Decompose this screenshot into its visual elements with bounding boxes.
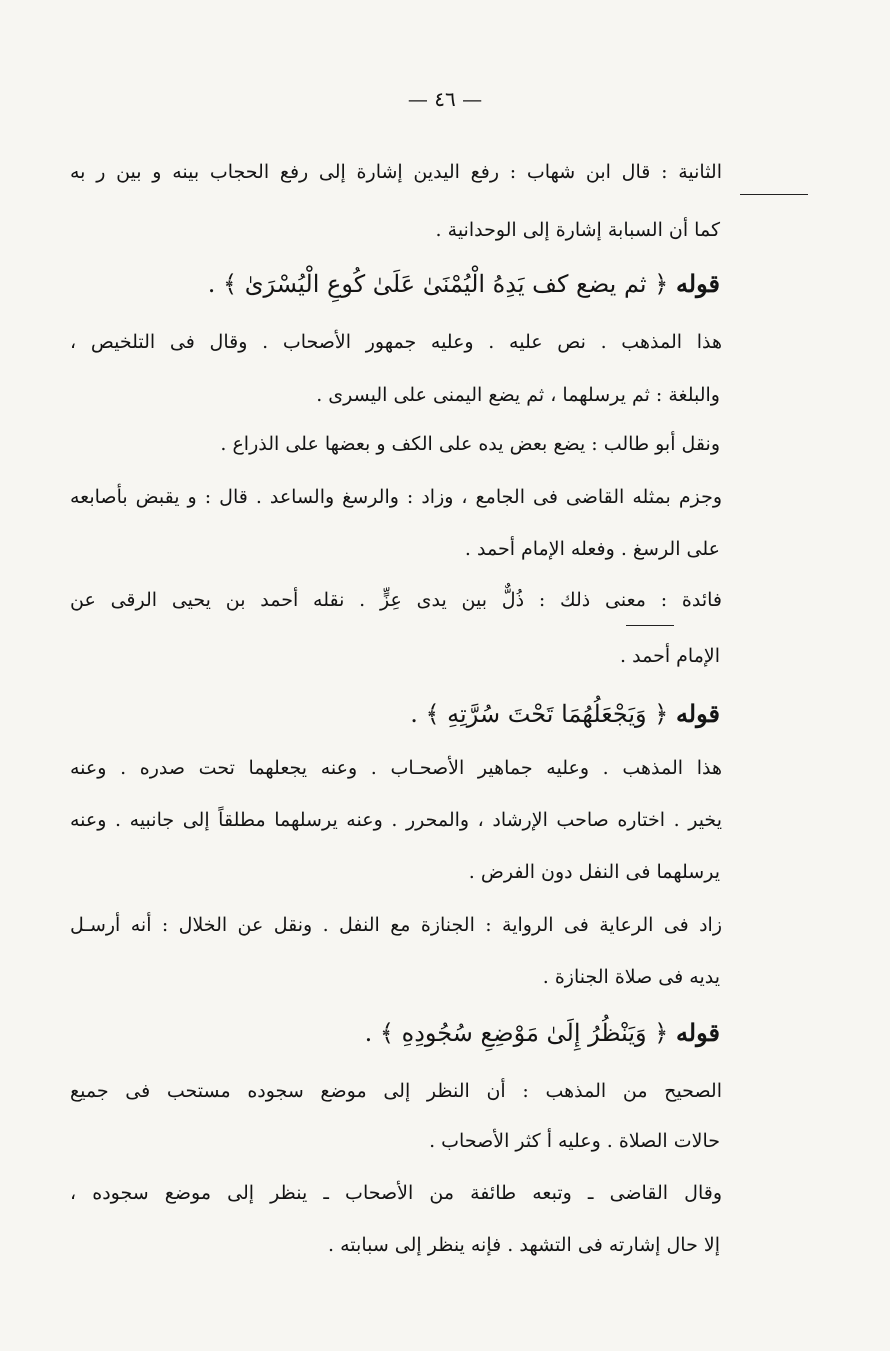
heading-quote: ﴿ وَيَنْظُرُ إِلَىٰ مَوْضِعِ سُجُودِهِ ﴾ .: [364, 1019, 669, 1047]
text-line: يخير . اختاره صاحب الإرشاد ، والمحرر . وعنه يرسلهما مطلقاً إلى جانبيه . وعنه: [70, 809, 722, 831]
term-underline: [740, 194, 808, 195]
text-line: كما أن السبابة إشارة إلى الوحدانية .: [435, 219, 720, 241]
quote-heading: [70, 1015, 720, 1051]
quote-heading: [70, 266, 720, 302]
text-line: هذا المذهب . وعليه جماهير الأصحـاب . وعنه يجعلهما تحت صدره . وعنه: [70, 757, 722, 779]
text-line: يديه فى صلاة الجنازة .: [542, 966, 720, 988]
text-line: وجزم بمثله القاضى فى الجامع ، وزاد : والرسغ والساعد . قال : و يقبض بأصابعه: [70, 486, 722, 508]
text-line: وقال القاضى ـ وتبعه طائفة من الأصحاب ـ ينظر إلى موضع سجوده ،: [70, 1182, 722, 1204]
text-line: إلا حال إشارته فى التشهد . فإنه ينظر إلى سبابته .: [328, 1234, 720, 1256]
text-line: على الرسغ . وفعله الإمام أحمد .: [464, 538, 720, 560]
heading-label: قوله: [675, 1018, 720, 1047]
text-line: ونقل أبو طالب : يضع بعض يده على الكف و بعضها على الذراع .: [220, 433, 720, 455]
term-underline: [626, 625, 674, 626]
text-line: والبلغة : ثم يرسلهما ، ثم يضع اليمنى على اليسرى .: [316, 384, 720, 406]
text-line: حالات الصلاة . وعليه أ كثر الأصحاب .: [429, 1130, 720, 1152]
heading-label: قوله: [675, 269, 720, 298]
text-line: زاد فى الرعاية فى الرواية : الجنازة مع النفل . ونقل عن الخلال : أنه أرسـل: [70, 914, 722, 936]
text-line: الصحيح من المذهب : أن النظر إلى موضع سجوده مستحب فى جميع: [70, 1080, 722, 1102]
text-line: يرسلهما فى النفل دون الفرض .: [468, 861, 720, 883]
note-line: الإمام أحمد .: [620, 645, 720, 667]
heading-quote: ﴿ وَيَجْعَلُهُمَا تَحْتَ سُرَّتِهِ ﴾ .: [410, 700, 669, 728]
heading-label: قوله: [675, 699, 720, 728]
text-line: هذا المذهب . نص عليه . وعليه جمهور الأصحاب . وقال فى التلخيص ،: [70, 331, 722, 353]
quote-heading: [70, 696, 720, 732]
text-line: الثانية : قال ابن شهاب : رفع اليدين إشارة إلى رفع الحجاب بينه و بين ر به: [70, 161, 722, 183]
heading-quote: ﴿ ثم يضع كف يَدِهُ الْيُمْنَىٰ عَلَىٰ كُوعِ الْيُسْرَىٰ ﴾ .: [207, 270, 669, 298]
note-line: فائدة : معنى ذلك : ذُلٌّ بين يدى عِزٍّ . نقله أحمد بن يحيى الرقى عن: [70, 589, 722, 611]
page-number: — ٤٦ —: [407, 87, 483, 111]
